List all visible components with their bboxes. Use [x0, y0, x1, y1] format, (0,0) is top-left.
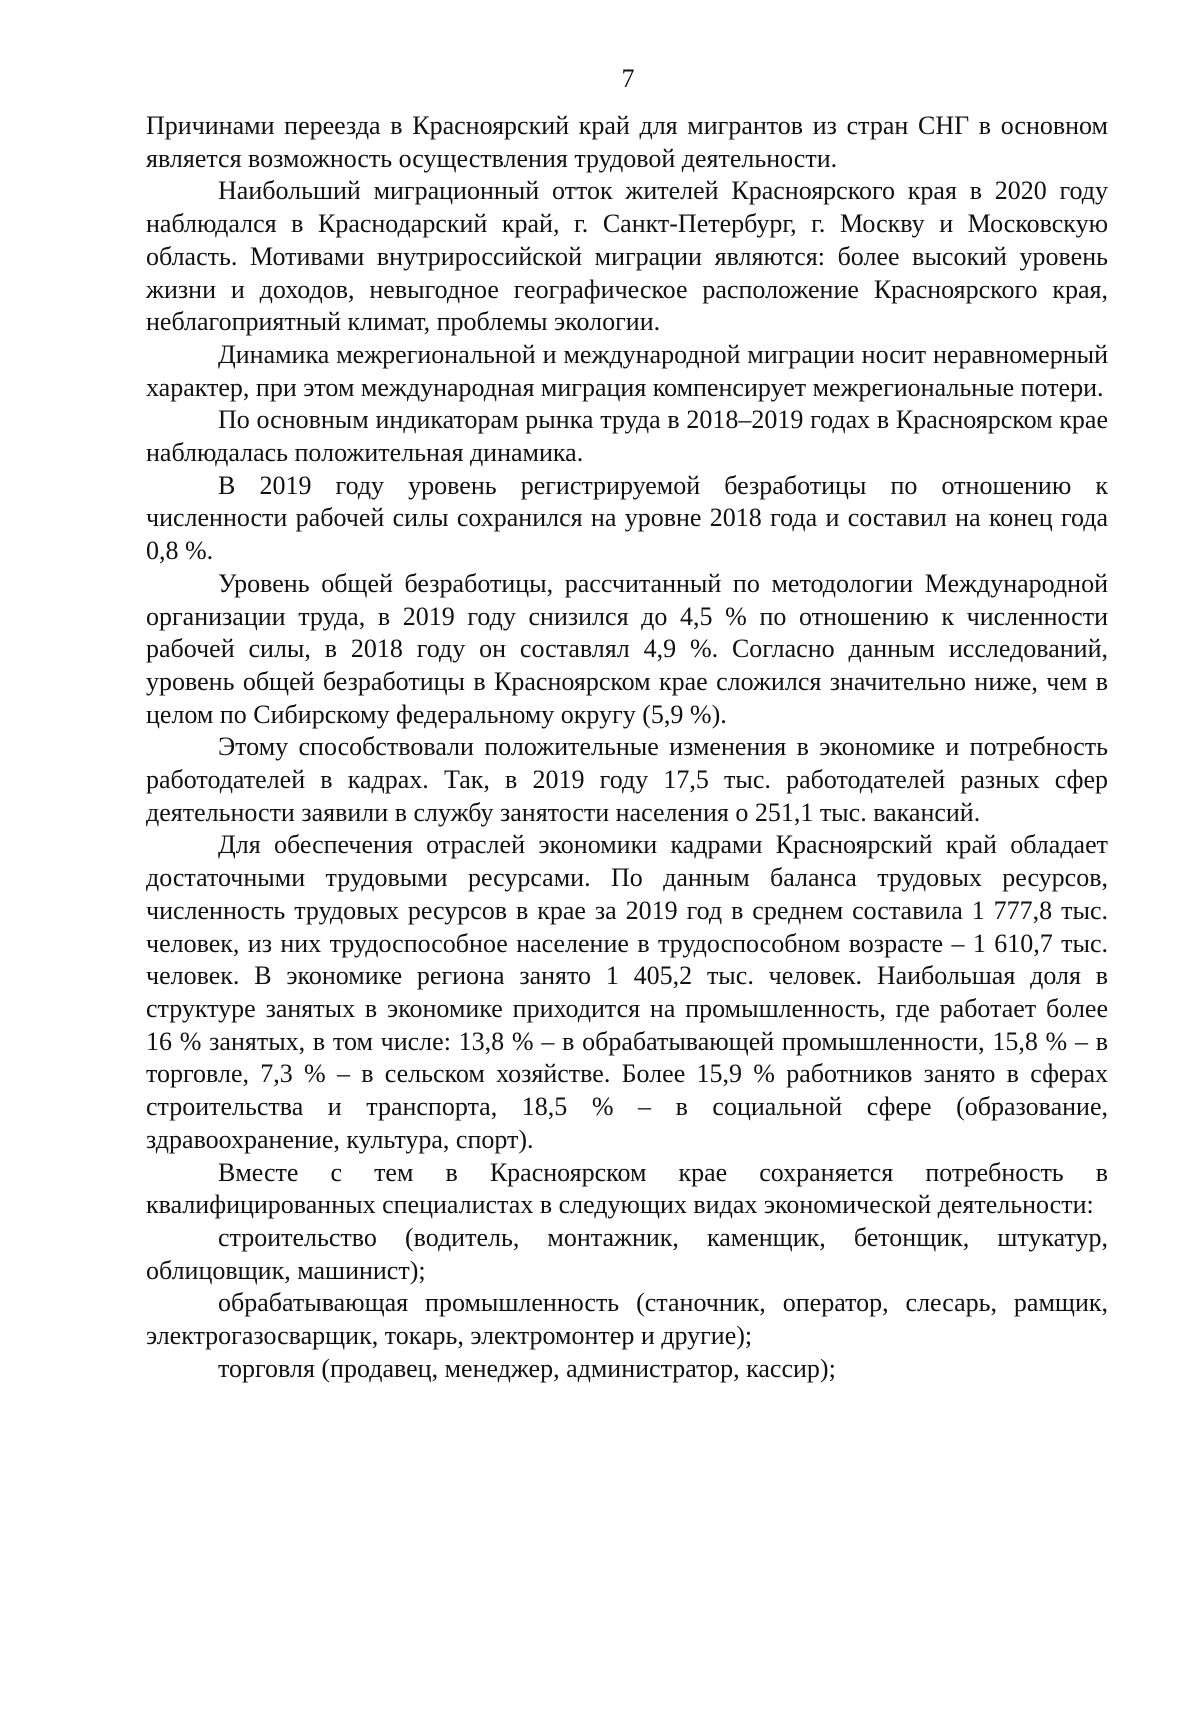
- paragraph: В 2019 году уровень регистрируемой безработицы по отношению к численности рабочей силы сохранился на уровне 2018 года и составил на конец года 0,8 %.: [146, 470, 1108, 566]
- paragraph: Динамика межрегиональной и международной миграции носит неравномерный характер, при этом международная миграция компенсирует межрегиональные потери.: [146, 339, 1108, 402]
- document-body: [146, 110, 1108, 1385]
- list-item: строительство (водитель, монтажник, каменщик, бетонщик, штукатур, облицовщик, машинист);: [146, 1222, 1108, 1285]
- list-item: обрабатывающая промышленность (станочник, оператор, слесарь, рамщик, электрогазосварщик, токарь, электромонтер и другие);: [146, 1288, 1108, 1351]
- paragraph: Уровень общей безработицы, рассчитанный по методологии Международной организации труда, в 2019 году снизился до 4,5 % по отношению к численности рабочей силы, в 2018 году он составлял 4,9 %. Согласно данным исследований, уровень общей безработицы в Красноярском крае сложился значительно ниже, чем в целом по Сибирскому федеральному округу (5,9 %).: [146, 568, 1108, 729]
- paragraph: Для обеспечения отраслей экономики кадрами Красноярский край обладает достаточными трудовыми ресурсами. По данным баланса трудовых ресурсов, численность трудовых ресурсов в крае за 2019 год в среднем составила 1 777,8 тыс. человек, из них трудоспособное население в трудоспособном возрасте – 1 610,7 тыс. человек. В экономике региона занято 1 405,2 тыс. человек. Наибольшая доля в структуре занятых в экономике приходится на промышленность, где работает более 16 % занятых, в том числе: 13,8 % – в обрабатывающей промышленности, 15,8 % – в торговле, 7,3 % – в сельском хозяйстве. Более 15,9 % работников занято в сферах строительства и транспорта, 18,5 % – в социальной сфере (образование, здравоохранение, культура, спорт).: [146, 830, 1108, 1154]
- paragraph: Этому способствовали положительные изменения в экономике и потребность работодателей в кадрах. Так, в 2019 году 17,5 тыс. работодателей разных сфер деятельности заявили в службу занятости населения о 251,1 тыс. вакансий.: [146, 732, 1108, 827]
- paragraph: По основным индикаторам рынка труда в 2018–2019 годах в Красноярском крае наблюдалась положительная динамика.: [146, 405, 1108, 468]
- page-number: 7: [621, 64, 635, 93]
- paragraph: Причинами переезда в Красноярский край для мигрантов из стран СНГ в основном является возможность осуществления трудовой деятельности.: [146, 111, 1108, 173]
- paragraph: Наибольший миграционный отток жителей Красноярского края в 2020 году наблюдался в Краснодарский край, г. Санкт-Петербург, г. Москву и Московскую область. Мотивами внутрироссийской миграции являются: более высокий уровень жизни и доходов, невыгодное географическое расположение Красноярского края, неблагоприятный климат, проблемы экологии.: [146, 176, 1108, 337]
- list-item: торговля (продавец, менеджер, администратор, кассир);: [218, 1353, 836, 1383]
- paragraph: Вместе с тем в Красноярском крае сохраняется потребность в квалифицированных специалистах в следующих видах экономической деятельности:: [146, 1157, 1108, 1220]
